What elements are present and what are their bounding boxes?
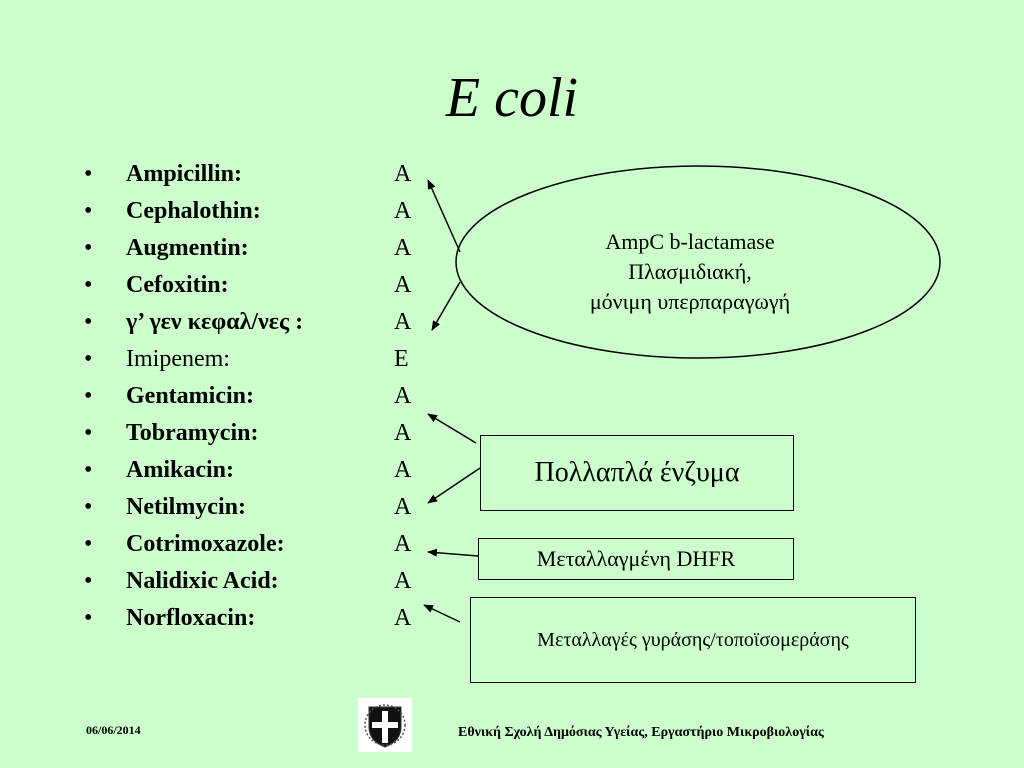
drug-name: Netilmycin: xyxy=(126,494,246,520)
drug-name: Cotrimoxazole: xyxy=(126,531,285,557)
drug-name: Amikacin: xyxy=(126,457,234,483)
drug-list xyxy=(84,158,444,639)
drug-row xyxy=(84,454,444,491)
drug-row xyxy=(84,491,444,528)
drug-row xyxy=(84,380,444,417)
drug-row xyxy=(84,269,444,306)
ampc-label xyxy=(470,222,910,322)
bullet: • xyxy=(84,605,93,631)
drug-result: A xyxy=(394,531,412,557)
drug-result: A xyxy=(394,457,412,483)
drug-result: A xyxy=(394,161,412,187)
drug-name: Augmentin: xyxy=(126,235,249,261)
drug-name: Ampicillin: xyxy=(126,161,243,187)
drug-result: A xyxy=(394,494,412,520)
bullet: • xyxy=(84,309,93,335)
drug-name: Cephalothin: xyxy=(126,198,261,224)
footer-institution: Εθνική Σχολή Δημόσιας Υγείας, Εργαστήριο Μικροβιολογίας xyxy=(458,725,824,740)
bullet: • xyxy=(84,383,93,409)
drug-row xyxy=(84,417,444,454)
drug-name: Tobramycin: xyxy=(126,420,259,446)
drug-name: γ’ γεν κεφαλ/νες : xyxy=(126,309,304,335)
drug-result: A xyxy=(394,309,412,335)
drug-name: Nalidixic Acid: xyxy=(126,568,279,594)
drug-row xyxy=(84,158,444,195)
slide-title: E coli xyxy=(445,67,579,129)
drug-result: E xyxy=(394,346,409,372)
bullet: • xyxy=(84,494,93,520)
bullet: • xyxy=(84,161,93,187)
drug-result: A xyxy=(394,198,412,224)
drug-row xyxy=(84,528,444,565)
bullet: • xyxy=(84,457,93,483)
ampc-line-2: Πλασμιδιακή, xyxy=(628,259,752,284)
ampc-line-1: AmpC b-lactamase xyxy=(605,229,775,254)
drug-name: Imipenem: xyxy=(126,346,230,372)
gyrase-box: Μεταλλαγές γυράσης/τοποϊσομεράσης xyxy=(470,597,916,683)
bullet: • xyxy=(84,272,93,298)
drug-row xyxy=(84,565,444,602)
drug-name: Norfloxacin: xyxy=(126,605,256,631)
bullet: • xyxy=(84,346,93,372)
bullet: • xyxy=(84,531,93,557)
footer-date: 06/06/2014 xyxy=(86,723,141,737)
drug-result: A xyxy=(394,383,412,409)
drug-row xyxy=(84,195,444,232)
multi-enzymes-box: Πολλαπλά ένζυμα xyxy=(480,435,794,511)
ampc-line-3: μόνιμη υπερπαραγωγή xyxy=(589,289,791,314)
drug-result: A xyxy=(394,568,412,594)
bullet: • xyxy=(84,420,93,446)
drug-result: A xyxy=(394,235,412,261)
drug-result: A xyxy=(394,605,412,631)
drug-row xyxy=(84,343,444,380)
drug-row xyxy=(84,232,444,269)
drug-row xyxy=(84,306,444,343)
greek-coat-of-arms-icon xyxy=(358,698,412,752)
bullet: • xyxy=(84,198,93,224)
drug-result: A xyxy=(394,272,412,298)
drug-result: A xyxy=(394,420,412,446)
drug-name: Cefoxitin: xyxy=(126,272,229,298)
bullet: • xyxy=(84,568,93,594)
drug-name: Gentamicin: xyxy=(126,383,254,409)
drug-row xyxy=(84,602,444,639)
bullet: • xyxy=(84,235,93,261)
dhfr-box: Μεταλλαγμένη DHFR xyxy=(478,538,794,580)
